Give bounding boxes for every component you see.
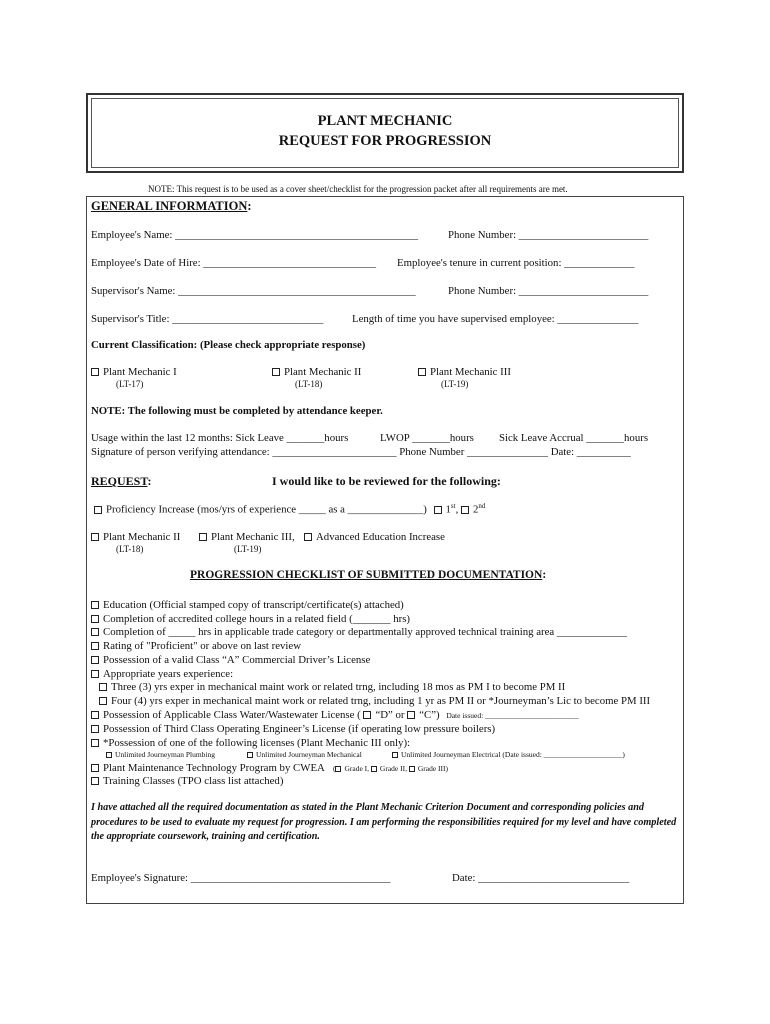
checkbox-icon[interactable]: [304, 533, 312, 541]
class-pm3-option[interactable]: Plant Mechanic III: [418, 366, 511, 378]
experience-sub-pm3[interactable]: Four (4) yrs exper in mechanical maint work or related trng, including 1 yr as PM II or *Journeyman’s Lic to become PM III: [99, 695, 650, 707]
license-plumbing-option[interactable]: Unlimited Journeyman Plumbing: [106, 750, 215, 759]
checkbox-icon[interactable]: [409, 766, 415, 772]
checkbox-icon[interactable]: [272, 368, 280, 376]
attendance-signature-field[interactable]: Signature of person verifying attendance: _______________________ Phone Number _______________ Date: __________: [91, 446, 631, 458]
checkbox-icon[interactable]: [106, 752, 112, 758]
date-of-hire-field[interactable]: Employee's Date of Hire: ________________________________: [91, 257, 377, 269]
class-pm2-code: (LT-18): [295, 379, 323, 389]
supervisor-title-field[interactable]: Supervisor's Title: ____________________________: [91, 313, 324, 325]
form-title: PLANT MECHANIC: [317, 113, 453, 129]
checkbox-icon[interactable]: [91, 764, 99, 772]
signature-date-field[interactable]: Date: ____________________________: [452, 872, 630, 884]
checkbox-icon[interactable]: [199, 533, 207, 541]
checkbox-icon[interactable]: [91, 601, 99, 609]
checkbox-icon[interactable]: [461, 506, 469, 514]
checkbox-icon[interactable]: [91, 615, 99, 623]
checklist-item-rating[interactable]: Rating of "Proficient" or above on last review: [91, 640, 301, 652]
water-license-date-field[interactable]: Date issued: _________________________: [446, 711, 579, 720]
checkbox-icon[interactable]: [91, 368, 99, 376]
attendance-note: NOTE: The following must be completed by attendance keeper.: [91, 405, 383, 417]
license-electrical-option[interactable]: Unlimited Journeyman Electrical (Date issued: _____________________): [392, 750, 625, 759]
checkbox-icon[interactable]: [91, 628, 99, 636]
checkbox-icon[interactable]: [91, 725, 99, 733]
proficiency-increase-option[interactable]: Proficiency Increase (mos/yrs of experience _____ as a ______________) 1st, 2nd: [94, 502, 485, 516]
cover-note: NOTE: This request is to be used as a cover sheet/checklist for the progression packet after all requirements are met.: [148, 184, 568, 194]
checklist-item-journeyman-license[interactable]: *Possession of one of the following licenses (Plant Mechanic III only):: [91, 737, 410, 749]
request-pm2-code: (LT-18): [116, 544, 144, 554]
checkbox-icon[interactable]: [91, 777, 99, 785]
checkbox-icon[interactable]: [418, 368, 426, 376]
checkbox-icon[interactable]: [99, 683, 107, 691]
checkbox-icon[interactable]: [407, 711, 415, 719]
checklist-item-water-license[interactable]: Possession of Applicable Class Water/Wastewater License ( “D” or “C”) Date issued: _________________________: [91, 709, 579, 721]
request-label: REQUEST:: [91, 474, 152, 488]
checkbox-icon[interactable]: [91, 670, 99, 678]
request-pm2-option[interactable]: Plant Mechanic II: [91, 531, 180, 543]
tenure-field[interactable]: Employee's tenure in current position: _____________: [397, 257, 635, 269]
checklist-item-pmtp[interactable]: Plant Maintenance Technology Program by CWEA ( Grade I, Grade II, Grade III): [91, 762, 448, 774]
sick-leave-usage-field[interactable]: Usage within the last 12 months: Sick Leave _______hours: [91, 432, 349, 444]
checkbox-icon[interactable]: [91, 739, 99, 747]
checklist-item-engineer-license[interactable]: Possession of Third Class Operating Engineer’s License (if operating low pressure boilers): [91, 723, 495, 735]
checkbox-icon[interactable]: [371, 766, 377, 772]
license-mechanical-option[interactable]: Unlimited Journeyman Mechanical: [247, 750, 362, 759]
checklist-heading: PROGRESSION CHECKLIST OF SUBMITTED DOCUMENTATION:: [190, 569, 547, 581]
checklist-item-experience[interactable]: Appropriate years experience:: [91, 668, 233, 680]
checkbox-icon[interactable]: [247, 752, 253, 758]
checkbox-icon[interactable]: [335, 766, 341, 772]
phone-number-field[interactable]: Phone Number: ________________________: [448, 229, 649, 241]
request-pm3-option[interactable]: Plant Mechanic III,: [199, 531, 295, 543]
form-subtitle: REQUEST FOR PROGRESSION: [278, 133, 492, 149]
checkbox-icon[interactable]: [91, 642, 99, 650]
class-pm2-option[interactable]: Plant Mechanic II: [272, 366, 361, 378]
review-heading: I would like to be reviewed for the following:: [272, 474, 501, 488]
checkbox-icon[interactable]: [392, 752, 398, 758]
class-pm1-code: (LT-17): [116, 379, 144, 389]
employee-signature-field[interactable]: Employee's Signature: _____________________________________: [91, 872, 391, 884]
checklist-item-education[interactable]: Education (Official stamped copy of transcript/certificate(s) attached): [91, 599, 404, 611]
checkbox-icon[interactable]: [91, 533, 99, 541]
class-pm3-code: (LT-19): [441, 379, 469, 389]
supervisor-phone-field[interactable]: Phone Number: ________________________: [448, 285, 649, 297]
general-heading: GENERAL INFORMATION:: [91, 199, 252, 213]
checkbox-icon[interactable]: [434, 506, 442, 514]
main-form-box: [86, 196, 684, 904]
advanced-education-option[interactable]: Advanced Education Increase: [304, 531, 445, 543]
time-supervised-field[interactable]: Length of time you have supervised employee: _______________: [352, 313, 639, 325]
request-pm3-code: (LT-19): [234, 544, 262, 554]
checkbox-icon[interactable]: [99, 697, 107, 705]
supervisor-name-field[interactable]: Supervisor's Name: ____________________________________________: [91, 285, 416, 297]
cwea-grade-options: ( Grade I, Grade II, Grade III): [332, 764, 449, 773]
checklist-item-training-hours[interactable]: Completion of _____ hrs in applicable trade category or departmentally approved technical training area _____________: [91, 626, 627, 638]
current-classification-label: Current Classification: (Please check appropriate response): [91, 339, 366, 351]
checklist-item-college-hours[interactable]: Completion of accredited college hours in a related field (_______ hrs): [91, 613, 410, 625]
checklist-item-cdl[interactable]: Possession of a valid Class “A” Commercial Driver’s License: [91, 654, 370, 666]
lwop-field[interactable]: LWOP _______hours: [380, 432, 474, 444]
experience-sub-pm2[interactable]: Three (3) yrs exper in mechanical maint work or related trng, including 18 mos as PM I to become PM II: [99, 681, 565, 693]
checkbox-icon[interactable]: [91, 656, 99, 664]
checkbox-icon[interactable]: [91, 711, 99, 719]
title-box: [86, 93, 684, 173]
attestation-statement: I have attached all the required documentation as stated in the Plant Mechanic Criterion Document and corresponding policies and procedures to be used to evaluate my request for progression. I am performing the responsibilities required for my level and have completed the appropriate coursework, training and certification.: [91, 802, 677, 842]
class-pm1-option[interactable]: Plant Mechanic I: [91, 366, 177, 378]
checklist-item-training-classes[interactable]: Training Classes (TPO class list attached): [91, 775, 283, 787]
checkbox-icon[interactable]: [94, 506, 102, 514]
sick-leave-accrual-field[interactable]: Sick Leave Accrual _______hours: [499, 432, 649, 444]
checkbox-icon[interactable]: [363, 711, 371, 719]
employee-name-field[interactable]: Employee's Name: _____________________________________________: [91, 229, 419, 241]
